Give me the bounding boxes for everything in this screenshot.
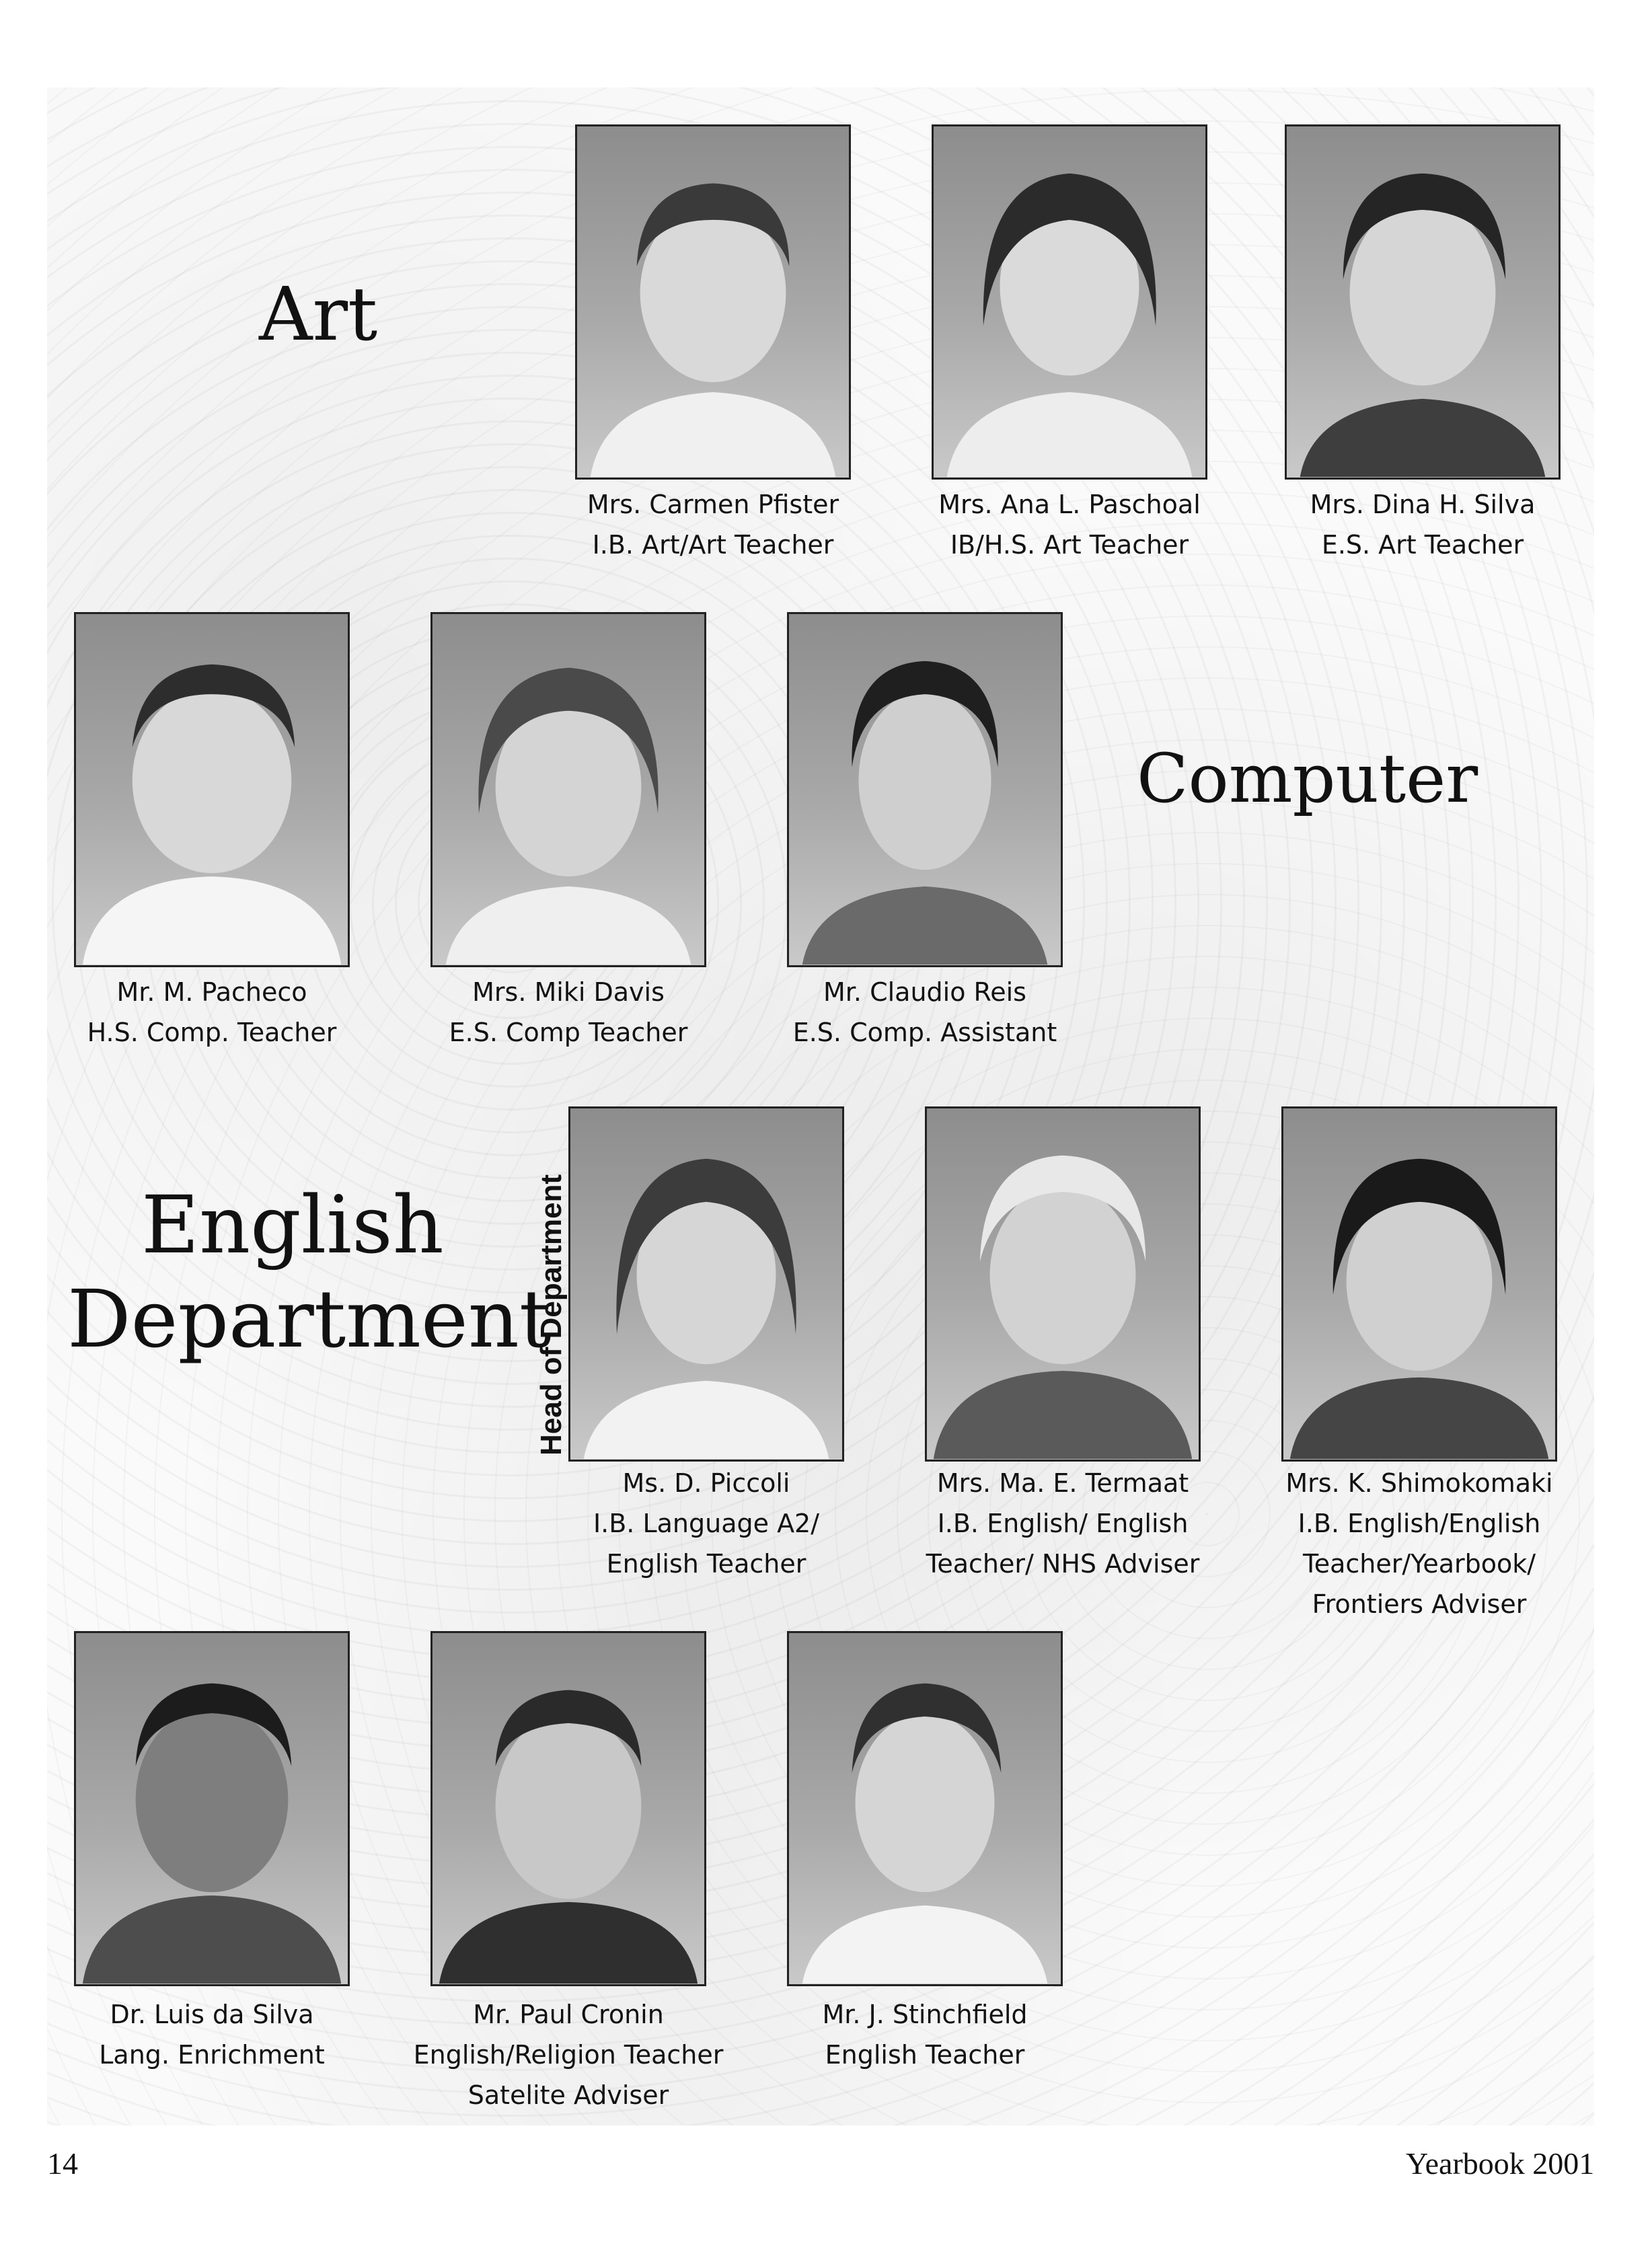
staff-photo: [1285, 124, 1561, 480]
staff-caption: [737, 1994, 1113, 2075]
portrait-image: [789, 614, 1061, 965]
staff-role: I.B. English/ English: [937, 1509, 1189, 1538]
staff-name: Mr. J. Stinchfield: [822, 2000, 1028, 2029]
staff-caption: [24, 1994, 400, 2075]
staff-role: Teacher/Yearbook/: [1302, 1549, 1536, 1579]
staff-role: Teacher/ NHS Adviser: [926, 1549, 1200, 1579]
staff-name: Mr. Paul Cronin: [473, 2000, 664, 2029]
staff-photo: [932, 124, 1207, 480]
staff-role: I.B. Language A2/: [593, 1509, 820, 1538]
staff-caption: [881, 484, 1258, 565]
staff-role: English/Religion Teacher: [413, 2040, 724, 2070]
staff-name: Mr. Claudio Reis: [823, 977, 1026, 1007]
staff-role: E.S. Art Teacher: [1321, 530, 1524, 560]
staff-photo: [568, 1106, 844, 1462]
portrait-image: [433, 1633, 704, 1984]
staff-role: IB/H.S. Art Teacher: [950, 530, 1189, 560]
staff-photo: [787, 1631, 1063, 1986]
staff-photo: [430, 612, 706, 967]
staff-name: Mrs. Dina H. Silva: [1310, 490, 1536, 519]
staff-role: E.S. Comp. Assistant: [792, 1018, 1057, 1047]
staff-name: Mrs. K. Shimokomaki: [1285, 1468, 1553, 1498]
staff-caption: [380, 972, 757, 1053]
staff-role: English Teacher: [825, 2040, 1025, 2070]
section-title-english-line2: Department: [67, 1273, 552, 1365]
portrait-image: [1283, 1108, 1555, 1460]
staff-caption: [380, 1994, 757, 2115]
staff-caption: [737, 972, 1113, 1053]
section-title-computer: Computer: [1137, 739, 1478, 818]
staff-role: English Teacher: [606, 1549, 806, 1579]
staff-role: H.S. Comp. Teacher: [87, 1018, 337, 1047]
portrait-image: [76, 1633, 348, 1984]
staff-role: Frontiers Adviser: [1312, 1589, 1527, 1619]
staff-name: Ms. D. Piccoli: [622, 1468, 790, 1498]
staff-name: Dr. Luis da Silva: [110, 2000, 314, 2029]
staff-name: Mr. M. Pacheco: [116, 977, 307, 1007]
portrait-image: [934, 126, 1205, 478]
staff-role: E.S. Comp Teacher: [449, 1018, 688, 1047]
staff-caption: [24, 972, 400, 1053]
staff-caption: [1234, 484, 1611, 565]
portrait-image: [927, 1108, 1199, 1460]
staff-caption: [1231, 1463, 1608, 1624]
head-of-department-label: Head of Department: [535, 1174, 568, 1456]
staff-photo: [787, 612, 1063, 967]
staff-role: Lang. Enrichment: [99, 2040, 325, 2070]
portrait-image: [789, 1633, 1061, 1984]
staff-photo: [74, 1631, 350, 1986]
staff-name: Mrs. Ana L. Paschoal: [938, 490, 1201, 519]
staff-photo: [430, 1631, 706, 1986]
portrait-image: [1287, 126, 1559, 478]
staff-photo: [1281, 1106, 1557, 1462]
section-title-art: Art: [259, 271, 378, 357]
staff-caption: [518, 1463, 895, 1584]
publication-title: Yearbook 2001: [1406, 2146, 1595, 2181]
portrait-image: [570, 1108, 842, 1460]
staff-role: I.B. English/English: [1298, 1509, 1541, 1538]
staff-role: Satelite Adviser: [467, 2080, 669, 2110]
staff-photo: [575, 124, 851, 480]
staff-role: I.B. Art/Art Teacher: [592, 530, 834, 560]
staff-photo: [74, 612, 350, 967]
page-number: 14: [47, 2146, 78, 2181]
staff-name: Mrs. Ma. E. Termaat: [936, 1468, 1189, 1498]
portrait-image: [433, 614, 704, 965]
staff-caption: [874, 1463, 1251, 1584]
staff-caption: [525, 484, 901, 565]
staff-name: Mrs. Miki Davis: [472, 977, 665, 1007]
staff-name: Mrs. Carmen Pfister: [587, 490, 839, 519]
section-title-english-line1: English: [141, 1178, 444, 1271]
portrait-image: [577, 126, 849, 478]
staff-photo: [925, 1106, 1201, 1462]
portrait-image: [76, 614, 348, 965]
